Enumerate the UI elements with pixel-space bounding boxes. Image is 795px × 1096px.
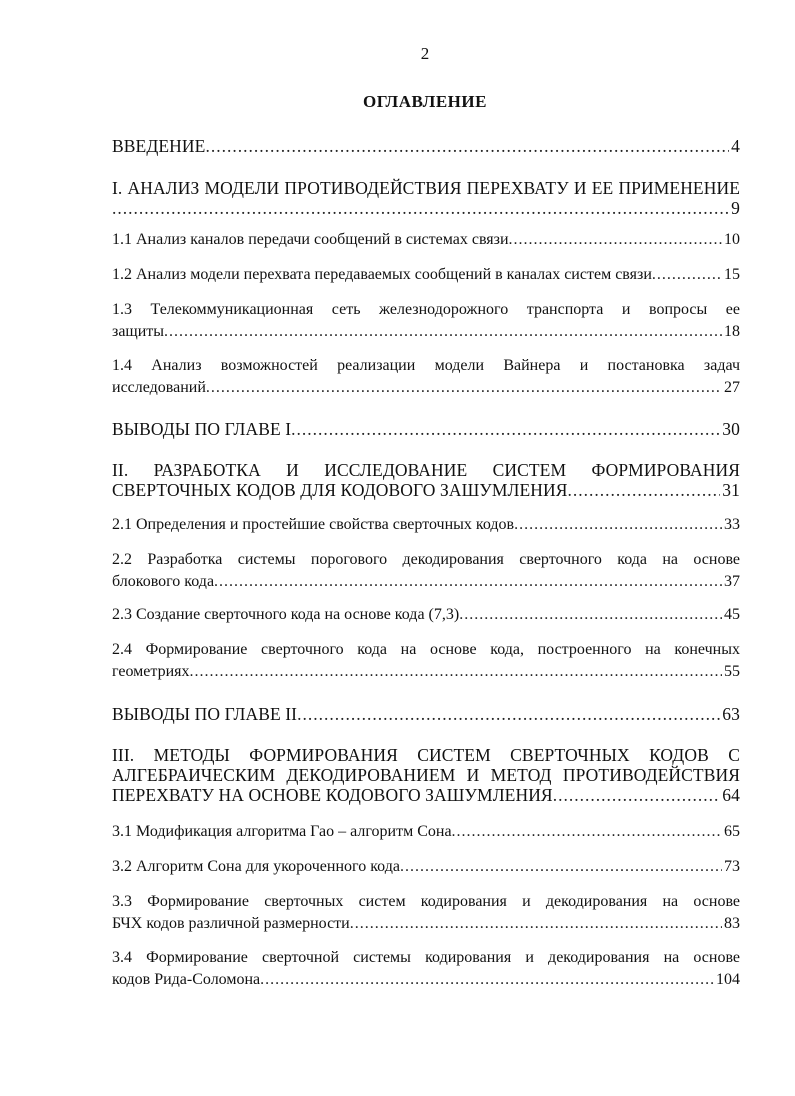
- toc-page-number: 31: [722, 480, 740, 500]
- toc-entry-text: исследований: [112, 379, 206, 396]
- toc-entry-text: 1.1 Анализ каналов передачи сообщений в системах связи: [112, 231, 509, 248]
- toc-entry-text: кодов Рида-Соломона: [112, 971, 261, 988]
- toc-entry-text: БЧХ кодов различной размерности: [112, 915, 350, 932]
- toc-page-number: 83: [724, 915, 740, 932]
- toc-entry-text: геометриях: [112, 663, 190, 680]
- toc-entry-text: СВЕРТОЧНЫХ КОДОВ ДЛЯ КОДОВОГО ЗАШУМЛЕНИЯ: [112, 480, 568, 500]
- dot-leader: [514, 516, 722, 534]
- toc-entry-text: I. АНАЛИЗ МОДЕЛИ ПРОТИВОДЕЙСТВИЯ ПЕРЕХВАТУ И ЕЕ ПРИМЕНЕНИЕ: [112, 178, 740, 198]
- toc-page-number: 55: [724, 663, 740, 680]
- toc-page-number: 33: [724, 516, 740, 533]
- toc-entry-text: ПЕРЕХВАТУ НА ОСНОВЕ КОДОВОГО ЗАШУМЛЕНИЯ: [112, 785, 553, 805]
- toc-page-number: 37: [724, 573, 740, 590]
- dot-leader: [459, 606, 722, 624]
- toc-entry-text: АЛГЕБРАИЧЕСКИМ ДЕКОДИРОВАНИЕМ И МЕТОД ПРОТИВОДЕЙСТВИЯ: [112, 765, 740, 785]
- dot-leader: [350, 915, 722, 933]
- dot-leader: [189, 663, 722, 681]
- dot-leader: [553, 785, 721, 806]
- toc-entry-text: ВВЕДЕНИЕ: [112, 136, 206, 156]
- toc-entry-text: 2.2 Разработка системы порогового декодирования сверточного кода на основе: [112, 551, 740, 568]
- toc-entry-text: 1.4 Анализ возможностей реализации модели Вайнера и постановка задач: [112, 357, 740, 374]
- toc-page-number: 64: [722, 785, 740, 805]
- dot-leader: [297, 704, 720, 725]
- toc-page-number: 15: [724, 266, 740, 283]
- dot-leader: [260, 971, 714, 989]
- toc-page-number: 9: [731, 198, 740, 218]
- toc-entry-text: III. МЕТОДЫ ФОРМИРОВАНИЯ СИСТЕМ СВЕРТОЧНЫХ КОДОВ С: [112, 745, 740, 765]
- toc-entry-text: 1.2 Анализ модели перехвата передаваемых сообщений в каналах систем связи: [112, 266, 652, 283]
- toc-entry-text: блокового кода: [112, 573, 215, 590]
- toc-page-number: 4: [731, 136, 740, 156]
- toc-entry-text: 3.2 Алгоритм Сона для укороченного кода: [112, 858, 400, 875]
- toc-entry-text: 3.3 Формирование сверточных систем кодирования и декодирования на основе: [112, 893, 740, 910]
- dot-leader: [164, 323, 722, 341]
- toc-title: ОГЛАВЛЕНИЕ: [363, 92, 487, 111]
- dot-leader: [291, 419, 720, 440]
- toc-entry-text: II. РАЗРАБОТКА И ИССЛЕДОВАНИЕ СИСТЕМ ФОРМИРОВАНИЯ: [112, 460, 740, 480]
- page-number: 2: [420, 44, 430, 63]
- toc-entry-text: защиты: [112, 323, 165, 340]
- toc-page-number: 73: [724, 858, 740, 875]
- dot-leader: [214, 573, 722, 591]
- dot-leader: [568, 480, 721, 501]
- toc-page-number: 30: [722, 419, 740, 439]
- dot-leader: [205, 136, 729, 157]
- toc-entry-text: ВЫВОДЫ ПО ГЛАВЕ II: [112, 704, 298, 724]
- dot-leader: [206, 379, 722, 397]
- toc-page-number: 10: [724, 231, 740, 248]
- toc-page-number: 63: [722, 704, 740, 724]
- dot-leader: [400, 858, 722, 876]
- dot-leader: [509, 231, 722, 249]
- toc-page-number: 45: [724, 606, 740, 623]
- toc-entry-text: 3.4 Формирование сверточной системы кодирования и декодирования на основе: [112, 949, 740, 966]
- toc-entry-text: 3.1 Модификация алгоритма Гао – алгоритм Сона: [112, 823, 452, 840]
- toc-entry-text: 1.3 Телекоммуникационная сеть железнодорожного транспорта и вопросы ее: [112, 301, 740, 318]
- toc-page-number: 27: [724, 379, 740, 396]
- toc-entry-text: ВЫВОДЫ ПО ГЛАВЕ I: [112, 419, 292, 439]
- dot-leader: [452, 823, 722, 841]
- toc-entry-text: 2.4 Формирование сверточного кода на основе кода, построенного на конечных: [112, 641, 740, 658]
- dot-leader: [652, 266, 722, 284]
- toc-page-number: 18: [724, 323, 740, 340]
- toc-page-number: 65: [724, 823, 740, 840]
- toc-entry-text: 2.3 Создание сверточного кода на основе кода (7,3): [112, 606, 460, 623]
- toc-page-number: 104: [716, 971, 740, 988]
- dot-leader: [112, 198, 729, 219]
- toc-entry-text: 2.1 Определения и простейшие свойства сверточных кодов: [112, 516, 515, 533]
